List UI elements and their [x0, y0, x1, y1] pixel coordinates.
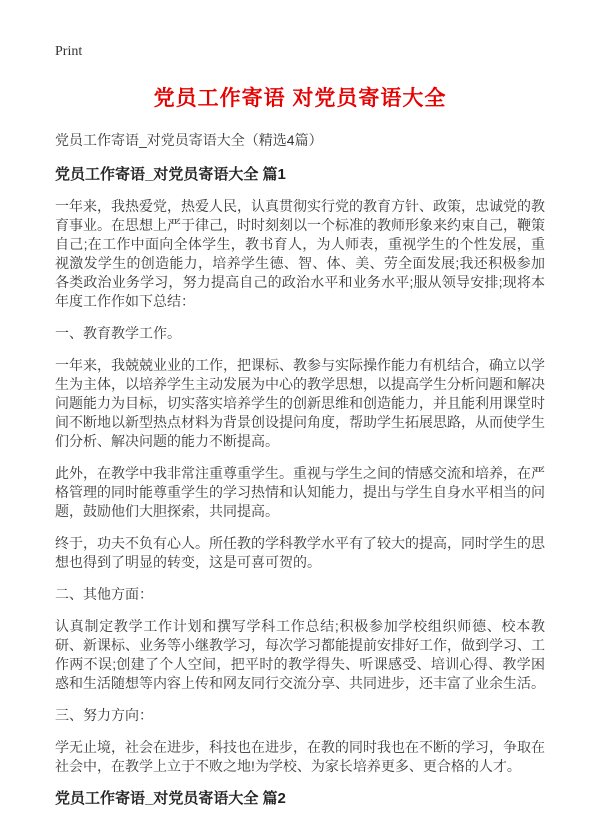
paragraph: 认真制定教学工作计划和撰写学科工作总结;积极参加学校组织师德、校本教研、新课标、业务等小继教学习，每次学习都能提前安排好工作，做到学习、工作两不误;创建了个人空间，把平时的教学得失、听课感受、培训心得、教学困惑和生活随想等内容上传和网友同行交流分享、共同进步，还丰富了业余生活。	[55, 618, 545, 691]
list-item-two: 二、其他方面：	[55, 586, 153, 602]
list-item-three: 三、努力方向：	[55, 707, 153, 723]
section-heading-part1: 党员工作寄语_对党员寄语大全 篇1	[55, 166, 286, 183]
paragraph: 学无止境，社会在进步，科技也在进步，在教的同时我也在不断的学习，争取在社会中，在教学上立于不败之地!为学校、为家长培养更多、更合格的人才。	[55, 739, 545, 774]
paragraph: 一年来，我兢兢业业的工作，把课标、教参与实际操作能力有机结合，确立以学生为主体，以培养学生主动发展为中心的教学思想，以提高学生分析问题和解决问题能力为目标，切实落实培养学生的创新思维和创造能力，并且能利用课堂时间不断地以新型热点材料为背景创设提问角度，帮助学生拓展思路，从而使学生们分析、解决问题的能力不断提高。	[55, 357, 545, 449]
section-heading-part2: 党员工作寄语_对党员寄语大全 篇2	[55, 790, 286, 807]
paragraph: 一年来，我热爱党，热爱人民，认真贯彻实行党的教育方针、政策，忠诚党的教育事业。在思想上严于律己，时时刻刻以一个标准的教师形象来约束自己，鞭策自己;在工作中面向全体学生，教书育人，为人师表，重视学生的个性发展，重视激发学生的创造能力，培养学生德、智、体、美、劳全面发展;我还积极参加各类政治业务学习，努力提高自己的政治水平和业务水平;服从领导安排;现将本年度工作作如下总结：	[55, 198, 545, 309]
print-button[interactable]: Print	[55, 44, 83, 59]
list-item-one: 一、教育教学工作。	[55, 325, 181, 341]
page-title: 党员工作寄语 对党员寄语大全	[153, 87, 447, 110]
document-body	[55, 165, 545, 808]
paragraph: 此外，在教学中我非常注重尊重学生。重视与学生之间的情感交流和培养，在严格管理的同时能尊重学生的学习热情和认知能力，提出与学生自身水平相当的问题，鼓励他们大胆探索，共同提高。	[55, 465, 545, 519]
paragraph: 终于，功夫不负有心人。所任教的学科教学水平有了较大的提高，同时学生的思想也得到了明显的转变，这是可喜可贺的。	[55, 535, 545, 570]
page-subtitle: 党员工作寄语_对党员寄语大全（精选4篇）	[55, 132, 323, 148]
